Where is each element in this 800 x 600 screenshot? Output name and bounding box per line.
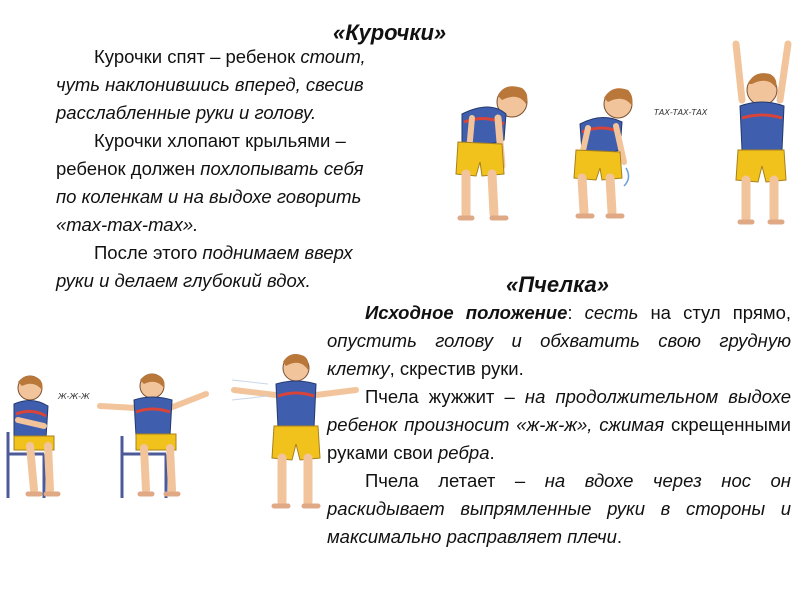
kurochki-line: [56, 267, 436, 295]
text-run: .: [489, 442, 495, 463]
kurochki-line: [56, 43, 436, 71]
text-run-italic: на вдохе через нос он раскидывает выпрямленные руки в стороны и максимально расправляет плечи: [327, 470, 791, 547]
text-run: на стул прямо,: [638, 302, 791, 323]
text-run: Курочки спят – ребенок: [94, 46, 301, 67]
text-run-italic: похлопывать себя: [200, 158, 364, 179]
kurochki-text: [56, 43, 436, 295]
text-run: Пчела жужжит –: [365, 386, 525, 407]
text-run-italic: поднимаем вверх: [202, 242, 353, 263]
text-run-italic: сесть: [584, 302, 639, 323]
pchelka-text: [327, 299, 791, 551]
text-run: Курочки хлопают крыльями –: [94, 130, 346, 151]
seated-arms-out-child-illustration: [96, 370, 212, 502]
text-run: скрещенными руками свои: [327, 414, 791, 463]
text-run-italic: ребра: [437, 442, 490, 463]
text-run-bold-italic: Исходное положение: [365, 302, 568, 323]
text-run: Пчела летает –: [365, 470, 545, 491]
kurochki-line: [56, 239, 436, 267]
text-run-italic: «тах-тах-тах».: [56, 214, 199, 235]
text-run-italic: расслабленные руки и голову.: [56, 102, 317, 123]
kurochki-line: [56, 71, 436, 99]
clapping-child-illustration: [566, 78, 676, 228]
text-run: После этого: [94, 242, 203, 263]
pchelka-paragraph: [327, 299, 791, 383]
pchelka-paragraph: [327, 467, 791, 551]
text-run-italic: по коленкам и на выдохе говорить: [56, 186, 362, 207]
text-run-italic: руки и делаем глубокий вдох.: [56, 270, 311, 291]
kurochki-line: [56, 183, 436, 211]
text-run-italic: на продолжительном выдохе ребенок произносит «ж-ж-ж», сжимая: [327, 386, 791, 435]
kurochki-line: [56, 99, 436, 127]
text-run-italic: чуть наклонившись вперед, свесив: [56, 74, 364, 95]
tax-speech-label: ТАХ-ТАХ-ТАХ: [654, 108, 708, 117]
kurochki-line: [56, 211, 436, 239]
pchelka-paragraph: [327, 383, 791, 467]
raised-arms-child-illustration: [722, 38, 800, 230]
seated-hugging-child-illustration: [4, 372, 66, 504]
bent-child-illustration: [440, 70, 540, 230]
text-run-italic: опустить голову и обхватить свою грудную клетку: [327, 330, 791, 379]
text-run: :: [567, 302, 585, 323]
text-run: .: [616, 526, 623, 547]
text-run: ребенок должен: [56, 158, 201, 179]
text-run-italic: стоит,: [300, 46, 366, 67]
kurochki-line: [56, 155, 436, 183]
kurochki-line: [56, 127, 436, 155]
text-run: , скрестив руки.: [389, 358, 524, 379]
buzz-speech-label: Ж-Ж-Ж: [58, 392, 90, 401]
standing-arms-out-child-illustration: [228, 350, 362, 520]
kurochki-title: «Курочки»: [333, 20, 447, 45]
pchelka-title: «Пчелка»: [506, 272, 609, 297]
